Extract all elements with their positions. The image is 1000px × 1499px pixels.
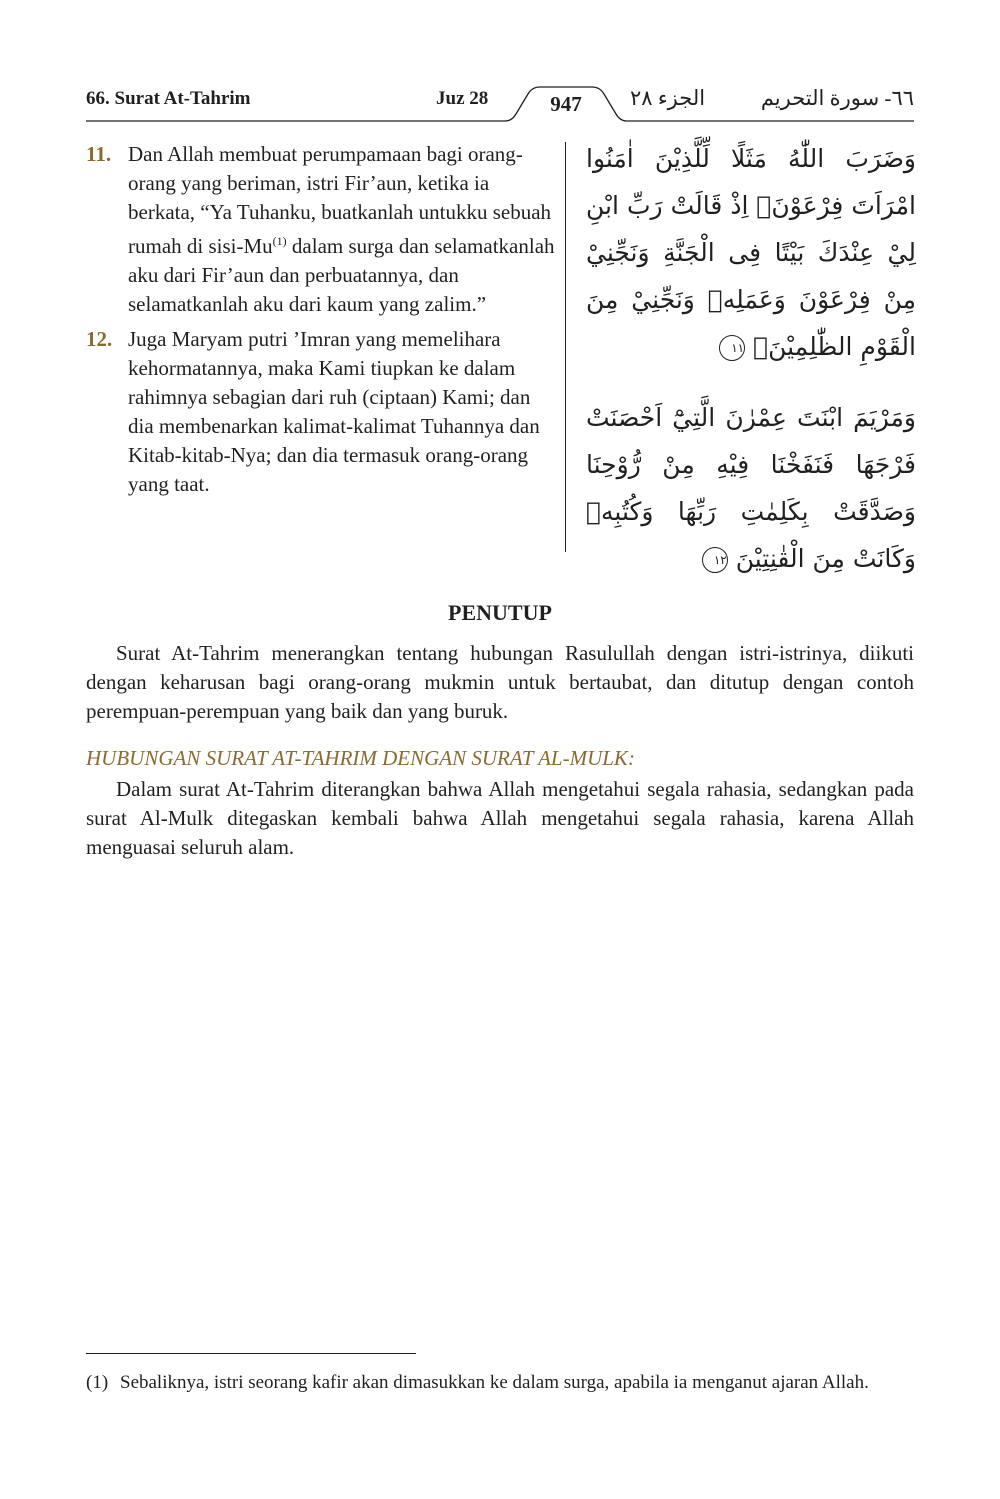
page-number: 947 — [550, 92, 582, 116]
header-juz-latin: Juz 28 — [436, 88, 489, 109]
verse-11 — [86, 140, 556, 319]
footnote-reference[interactable]: (1) — [272, 234, 287, 248]
translation-column — [86, 140, 556, 505]
verse-text: Dan Allah membuat perumpamaan bagi orang-orang yang beriman, istri Fir’aun, ketika ia berkata, “Ya Tuhanku, buatkanlah untukku sebuah rumah di sisi-Mu$^{(1)}$ dalam surga dan selamatkanlah aku dari Fir’aun dan perbuatannya, dan selamatkanlah aku dari kaum yang zalim.” — [128, 142, 555, 316]
header-juz-arabic: الجزء ٢٨ — [630, 86, 706, 110]
arabic-column — [586, 135, 916, 606]
ayah-11 — [586, 135, 916, 370]
ayah-12 — [586, 394, 916, 582]
relation-paragraph: Dalam surat At-Tahrim diterangkan bahwa Allah mengetahui segala rahasia, sedangkan pada surat Al-Mulk ditegaskan kembali bahwa Allah mengetahui segala rahasia, karena Allah menguasai seluruh alam. — [86, 777, 914, 859]
verse-number: 12. — [86, 327, 113, 351]
penutup-paragraph: Surat At-Tahrim menerangkan tentang hubungan Rasulullah dengan istri-istrinya, diikuti dengan keharusan bagi orang-orang mukmin untuk bertaubat, dan ditutup dengan contoh perempuan-perempuan yang baik dan yang buruk. — [86, 641, 914, 723]
section-title-penutup: PENUTUP — [448, 600, 552, 625]
verse-number: 11. — [86, 142, 112, 166]
footnote-mark: (1) — [86, 1372, 109, 1393]
ayah-text: وَمَرْيَمَ ابْنَتَ عِمْرٰنَ الَّتِيْٓ اَحْصَنَتْ فَرْجَهَا فَنَفَخْنَا فِيْهِ مِنْ رُّوْحِنَا وَصَدَّقَتْ بِكَلِمٰتِ رَبِّهَا وَكُتُبِهٖ وَكَانَتْ مِنَ الْقٰنِتِيْنَ — [586, 403, 916, 573]
header-surah-latin: 66. Surat At-Tahrim — [86, 88, 251, 109]
footnote — [86, 1370, 914, 1395]
header-surah-arabic: ٦٦- سورة التحريم — [760, 86, 914, 110]
verse-12 — [86, 325, 556, 499]
ayah-number-marker: ١٢ — [702, 547, 728, 573]
footnote-rule — [86, 1353, 416, 1354]
ayah-text: وَضَرَبَ اللّٰهُ مَثَلًا لِّلَّذِيْنَ اٰمَنُوا امْرَاَتَ فِرْعَوْنَۘ اِذْ قَالَتْ رَبِّ ابْنِ لِيْ عِنْدَكَ بَيْتًا فِى الْجَنَّةِ وَنَجِّنِيْ مِنْ فِرْعَوْنَ وَعَمَلِهٖ وَنَجِّنِيْ مِنَ الْقَوْمِ الظّٰلِمِيْنَۙ — [586, 144, 916, 361]
verse-text: Juga Maryam putri ’Imran yang memelihara kehormatannya, maka Kami tiupkan ke dalam rahimnya sebagian dari ruh (ciptaan) Kami; dan dia membenarkan kalimat-kalimat Tuhannya dan Kitab-kitab-Nya; dan dia termasuk orang-orang yang taat. — [128, 327, 540, 496]
column-divider — [565, 142, 566, 552]
ayah-number-marker: ١١ — [719, 335, 745, 361]
section-title-relation: HUBUNGAN SURAT AT-TAHRIM DENGAN SURAT AL-MULK: — [86, 746, 635, 770]
footnote-text: Sebaliknya, istri seorang kafir akan dimasukkan ke dalam surga, apabila ia menganut ajaran Allah. — [120, 1372, 869, 1393]
